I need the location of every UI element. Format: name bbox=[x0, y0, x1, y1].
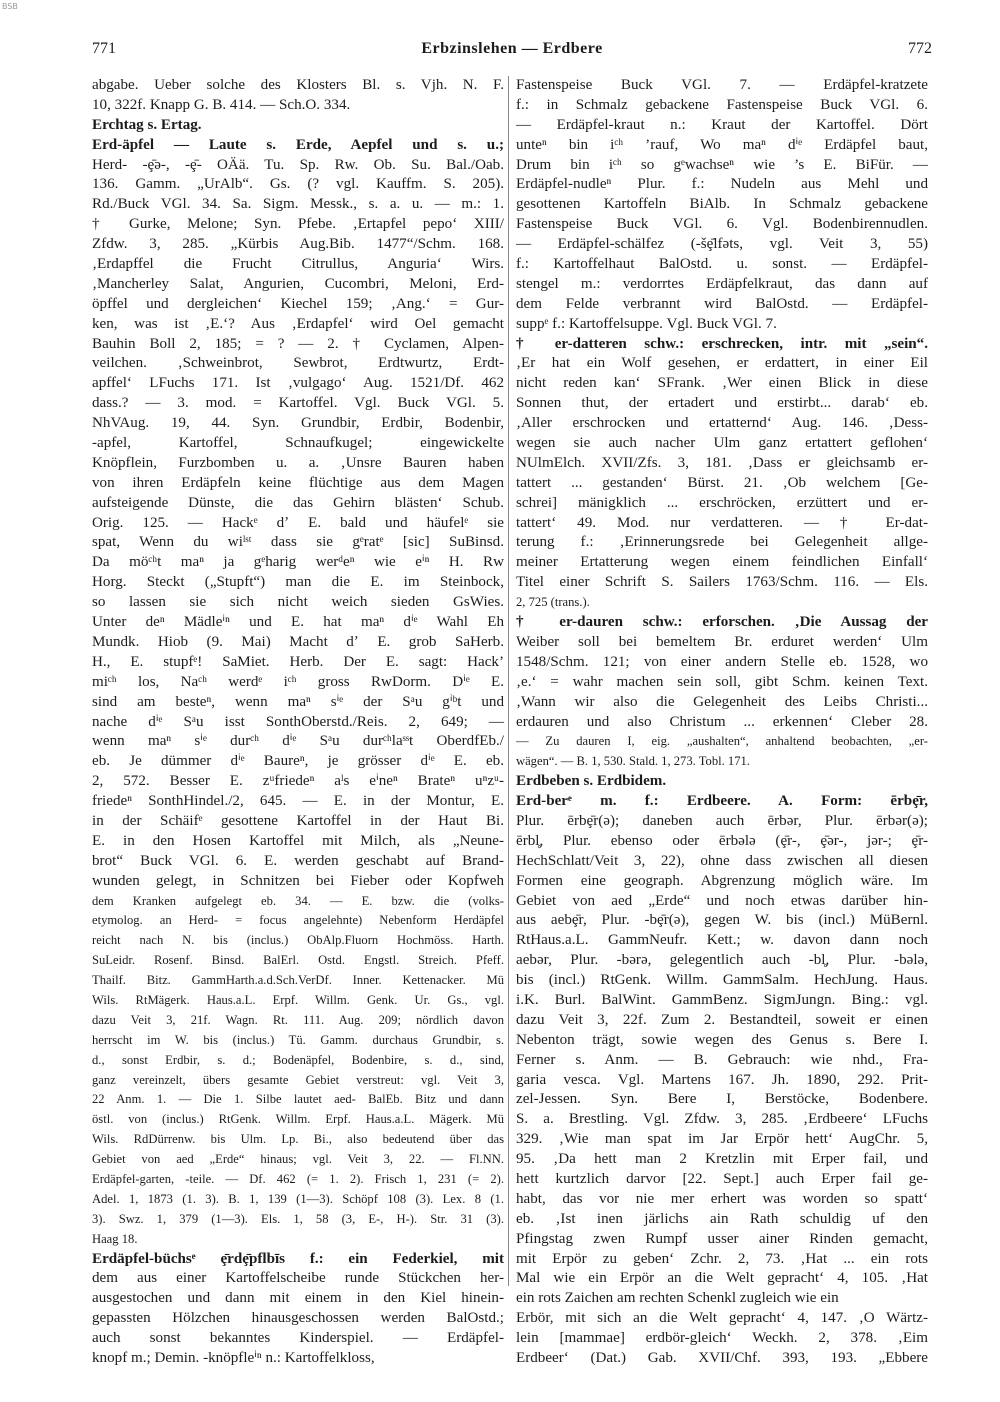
text-line: veilchen. ‚Schweinbrot, Sewbrot, Erdtwurtz, Erdt- bbox=[92, 355, 504, 372]
text-line: Titel einer Schrift S. Sailers 1763/Schm. 116. — Els. bbox=[516, 574, 928, 591]
page-number-right: 772 bbox=[908, 40, 932, 57]
text-line: dass.? — 3. mod. = Kartoffel. Vgl. Buck VGl. 5. bbox=[92, 395, 504, 412]
text-line: ‚Aller erschrocken und ertatternd‘ Aug. 146. ‚Dess- bbox=[516, 415, 928, 432]
text-line: lein [mammae] erdbör-gleich‘ Weckh. 2, 378. ‚Eim bbox=[516, 1330, 928, 1347]
text-line: HechSchlatt/Veit 3, 22), ohne dass zwischen all diesen bbox=[516, 852, 928, 869]
text-line: Unter deⁿ Mädleⁱⁿ und E. hat maⁿ dⁱᵉ Wahl Eh bbox=[92, 614, 504, 631]
text-line: -apfel, Kartoffel, Schnaufkugel; eingewickelte bbox=[92, 435, 504, 452]
text-line: S. a. Brestling. Vgl. Zfdw. 3, 285. ‚Erdbeere‘ LFuchs bbox=[516, 1111, 928, 1128]
text-line: mit Erpör zu geben‘ Zchr. 2, 73. ‚Hat ... ein rots bbox=[516, 1250, 928, 1267]
text-line: ganz vereinzelt, übers gesamte Gebiet verstreut: vgl. Veit 3, bbox=[92, 1072, 504, 1087]
text-line: i.K. Burl. BalWint. GammBenz. SigmJungn. Bing.: vgl. bbox=[516, 991, 928, 1008]
text-line: zel-Jessen. Syn. Bere I, Berstöcke, Bodenbere. bbox=[516, 1091, 928, 1108]
text-line: ken, was ist ‚E.‘? Aus ‚Erdapfel‘ wird Oel gemacht bbox=[92, 315, 504, 332]
text-line: aebər, Plur. -bərə, gelegentlich auch -bl̥, Plur. -bələ, bbox=[516, 952, 928, 969]
text-line: wägen“. — B. 1, 530. Stald. 1, 273. Tobl. 171. bbox=[516, 754, 750, 769]
text-line: östl. von (inclus.) RtGenk. Willm. Erpf. Haus.a.L. Mägerk. Mü bbox=[92, 1112, 504, 1127]
text-line: terung f.: ‚Erinnerungsrede bei Gelegenheit allge- bbox=[516, 534, 928, 551]
text-line: schrei] mänigklich ... erschröcken, erzüttert und er- bbox=[516, 494, 928, 511]
text-line: ‚Wann wir also die Gelegenheit des Leibs Christi... bbox=[516, 693, 928, 710]
right-text-column bbox=[516, 76, 928, 1366]
text-line: Erdbeer‘ (Dat.) Gab. XVII/Chf. 393, 193. „Ebbere bbox=[516, 1350, 928, 1366]
text-line: öpffel und dergleichen‘ Kiechel 159; ‚Ang.‘ = Gur- bbox=[92, 295, 504, 312]
text-line: ērbl̥, Plur. ebenso oder ērbələ (ȩ̄r-, ȩ̄ər-, jər-; ȩ̄r- bbox=[516, 832, 928, 849]
running-title: Erbzinslehen — Erdbere bbox=[421, 40, 603, 57]
text-line: Nebenton trägt, sowie wegen des Genus s. Bere I. bbox=[516, 1031, 928, 1048]
text-line: Rd./Buck VGl. 34. Sa. Sigm. Messk., s. a. u. — m.: 1. bbox=[92, 196, 504, 213]
text-line: Orig. 125. — Hackᵉ dʼ E. bald und häufelᵉ sie bbox=[92, 514, 504, 531]
left-text-column bbox=[92, 76, 504, 1366]
text-line: Mal wie ein Erpör an die Welt gepracht‘ 4, 105. ‚Hat bbox=[516, 1270, 928, 1287]
text-line: NhVAug. 19, 44. Syn. Grundbir, Erdbir, Bodenbir, bbox=[92, 415, 504, 432]
column-divider bbox=[508, 76, 509, 1286]
text-line: 2, 725 (trans.). bbox=[516, 595, 590, 610]
text-line: Erdäpfel-nudleⁿ Plur. f.: Nudeln aus Mehl und bbox=[516, 176, 928, 193]
text-line: so lassen sie sich nicht weich sieden GsWies. bbox=[92, 594, 504, 611]
text-line: erdauren und also Christum ... erkennen‘ Cleber 28. bbox=[516, 713, 928, 730]
text-line: tattert ... gestanden‘ Bürst. 21. ‚Ob welchem [Ge- bbox=[516, 474, 928, 491]
text-line: Knöpflein, Furzbomben u. a. ‚Unsre Bauren haben bbox=[92, 454, 504, 471]
text-line: meiner Ertatterung wegen einem feindlichen Einfall‘ bbox=[516, 554, 928, 571]
text-line: Gebiet von aed „Erde“ hinaus; vgl. Veit 3, 22. — Fl.NN. bbox=[92, 1152, 504, 1167]
text-line: Erbör, mit sich an die Welt gepracht‘ 4, 147. ‚O Wärtz- bbox=[516, 1310, 928, 1327]
text-line: Mundk. Hiob (9. Mai) Macht dʼ E. grob SaHerb. bbox=[92, 633, 504, 650]
text-line: — Erdäpfel-kraut n.: Kraut der Kartoffel. Dört bbox=[516, 116, 928, 133]
text-line: 22 Anm. 1. — Die 1. Silbe lautet aed- BalEb. Bitz und dann bbox=[92, 1092, 504, 1107]
text-line: 10, 322f. Knapp G. B. 414. — Sch.O. 334. bbox=[92, 96, 351, 113]
text-line: Thailf. Bitz. GammHarth.a.d.Sch.VerDf. Inner. Kettenacker. Mü bbox=[92, 973, 504, 988]
text-line: Sonnen thut, der ertadert und erstirbt... darab‘ eb. bbox=[516, 395, 928, 412]
text-line: auch sonst bekanntes Kinderspiel. — Erdäpfel- bbox=[92, 1330, 504, 1347]
text-line: friedeⁿ SonthHindel./2, 645. — E. in der Montur, E. bbox=[92, 793, 504, 810]
text-line: Pfingstag zwen Rumpf usser ainer Rinden gemacht, bbox=[516, 1230, 928, 1247]
text-line: ‚Er hat ein Wolf gesehen, er erdattert, in einer Eil bbox=[516, 355, 928, 372]
text-line: 1548/Schm. 121; von einer andern Stelle eb. 1528, wo bbox=[516, 653, 928, 670]
text-line: dazu Veit 3, 22f. Zum 2. Bestandteil, soweit er einen bbox=[516, 1011, 928, 1028]
text-line: Fastenspeise Buck VGl. 7. — Erdäpfel-kratzete bbox=[516, 77, 928, 93]
text-line: wenn maⁿ sⁱᵉ durᶜʰ dⁱᵉ Sᵃu durᶜʰlaˢˢt OberdfEb./ bbox=[92, 733, 504, 750]
text-line: garia vesca. Vgl. Martens 167. Jh. 1890, 292. Prit- bbox=[516, 1071, 928, 1088]
text-line: dem aus einer Kartoffelscheibe runde Stückchen her- bbox=[92, 1270, 504, 1287]
text-line: E. in den Hosen Kartoffel mit Milch, als „Neune- bbox=[92, 832, 504, 849]
text-line: miᶜʰ los, Naᶜʰ werdᵉ iᶜʰ gross RwDorm. Dⁱᵉ E. bbox=[92, 673, 504, 690]
text-line: ein rots Zaichen am rechten Schenkl zugleich wie ein bbox=[516, 1290, 839, 1307]
text-line: herrscht im W. bis (inclus.) Tü. Gamm. durchaus Grundbir, s. bbox=[92, 1032, 504, 1047]
text-line: 136. Gamm. „UrAlb“. Gs. (? vgl. Kauffm. S. 205). bbox=[92, 176, 504, 193]
text-line: ‚e.‘ = wahr machen sein soll, gibt Schm. keinen Text. bbox=[516, 673, 928, 690]
text-line: 3). Swz. 1, 379 (1—3). Els. 1, 58 (3, E-, H-). Str. 31 (3). bbox=[92, 1211, 504, 1226]
text-line: gepassten Hölzchen hinausgeschossen werden BalOstd.; bbox=[92, 1310, 504, 1327]
text-line: Horg. Steckt („Stupft“) man die E. im Steinbock, bbox=[92, 574, 504, 591]
text-line: knopf m.; Demin. -knöpfleⁱⁿ n.: Kartoffelkloss, bbox=[92, 1350, 375, 1366]
text-line: stengel m.: verdorrtes Erdäpfelkraut, das dann auf bbox=[516, 275, 928, 292]
text-line: Erchtag s. Ertag. bbox=[92, 116, 202, 133]
text-line: H., E. stupfᵉ! SaMiet. Herb. Der E. sagt: Hack’ bbox=[92, 653, 504, 670]
text-line: bis (incl.) RtGenk. Willm. GammSalm. HechJung. Haus. bbox=[516, 972, 928, 989]
text-line: Formen eine geograph. Abgrenzung möglich wäre. Im bbox=[516, 872, 928, 889]
library-watermark: BSB bbox=[2, 2, 18, 11]
text-line: 95. ‚Da hett man 2 Kretzlin mit Erper fail, und bbox=[516, 1151, 928, 1168]
text-line: ‚Erdapffel die Frucht Citrullus, Anguria‘ Wirs. bbox=[92, 256, 504, 273]
text-line: eb. ‚Ist inen järlichs ain Rath schuldig uf den bbox=[516, 1210, 928, 1227]
text-line: Fastenspeise Buck VGl. 6. Vgl. Bodenbirennudlen. bbox=[516, 216, 928, 233]
text-line: NUlmElch. XVII/Zfs. 3, 181. ‚Dass er gleichsamb er- bbox=[516, 454, 928, 471]
text-line: † Gurke, Melone; Syn. Pfebe. ‚Ertapfel pepo‘ XIII/ bbox=[92, 216, 504, 233]
text-line: Wils. RtMägerk. Haus.a.L. Erpf. Willm. Genk. Ur. Gs., vgl. bbox=[92, 992, 504, 1007]
text-line: wunden gelegt, in Schnitzen bei Fieber oder Kopfweh bbox=[92, 872, 504, 889]
text-line: Gebiet von aed „Erde“ und noch etwas darüber hin- bbox=[516, 892, 928, 909]
text-line: tattert‘ 49. Mod. nur verdatteren. — † Er-dat- bbox=[516, 514, 928, 531]
text-line: unteⁿ bin iᶜʰ ’rauf, Wo maⁿ dⁱᵉ Erdäpfel baut, bbox=[516, 136, 928, 153]
text-line: Plur. ērbȩ̄r(ə); daneben auch ērbər, Plur. ērbər(ə); bbox=[516, 812, 928, 829]
text-line: Herd- -ȩ̄ə-, -ȩ̄- OÄä. Tu. Sp. Rw. Ob. Su. Bal./Oab. bbox=[92, 156, 504, 173]
text-line: nache dⁱᵉ Sᵃu isst SonthOberstd./Reis. 2, 649; — bbox=[92, 713, 504, 730]
text-line: Haag 18. bbox=[92, 1231, 138, 1246]
text-line: RtHaus.a.L. GammNeufr. Kett.; w. davon dann noch bbox=[516, 932, 928, 949]
text-line: etymolog. an Herd- = focus angelehnte) Nebenform Herdäpfel bbox=[92, 913, 504, 928]
text-line: Erd-berᵉ m. f.: Erdbeere. A. Form: ērbȩ̄r, bbox=[516, 793, 928, 810]
text-line: SuLeidr. Rosenf. Binsd. BalErl. Ostd. Engstl. Streich. Pfeff. bbox=[92, 953, 504, 968]
text-line: Ferner s. Anm. — B. Gebrauch: wie nhd., Fra- bbox=[516, 1051, 928, 1068]
text-line: dem Felde verbrannt wird BalOstd. — Erdäpfel- bbox=[516, 295, 928, 312]
text-line: Erdbeben s. Erdbidem. bbox=[516, 773, 667, 790]
text-line: — Erdäpfel-schälfez (-šȩ̄lfəts, vgl. Veit 3, 55) bbox=[516, 236, 928, 253]
text-line: suppᵉ f.: Kartoffelsuppe. Vgl. Buck VGl. 7. bbox=[516, 315, 777, 332]
text-line: 329. ‚Wie man spat im Jar Erpör hett‘ AugChr. 5, bbox=[516, 1131, 928, 1148]
text-line: d., sonst Erdbir, s. d.; Bodenäpfel, Bodenbire, s. d., sind, bbox=[92, 1052, 504, 1067]
text-line: gesottenen Kartoffeln BiAlb. In Schmalz gebackene bbox=[516, 196, 928, 213]
text-line: 2, 572. Besser E. zᵘfriedeⁿ aˡs eⁱneⁿ Brateⁿ uⁿzᵘ- bbox=[92, 773, 504, 790]
text-line: f.: in Schmalz gebackene Fastenspeise Buck VGl. 6. bbox=[516, 96, 928, 113]
text-line: abgabe. Ueber solche des Klosters Bl. s. Vjh. N. F. bbox=[92, 77, 504, 93]
text-line: — Zu dauren I, eig. „aushalten“, anhaltend beobachten, „er- bbox=[516, 734, 928, 749]
text-line: apffel‘ LFuchs 171. Ist ‚vulgago‘ Aug. 1521/Df. 462 bbox=[92, 375, 504, 392]
text-line: Adel. 1, 1873 (1. 3). B. 1, 139 (1—3). Schöpf 108 (3). Lex. 8 (1. bbox=[92, 1191, 504, 1206]
text-line: habt, das vor nie mer erhert was worden so spatt‘ bbox=[516, 1190, 928, 1207]
text-line: ausgestochen und dann mit einem in den Kiel hinein- bbox=[92, 1290, 504, 1307]
text-line: Bauhin Boll 2, 185; = ? — 2. † Cyclamen, Alpen- bbox=[92, 335, 504, 352]
page-number-left: 771 bbox=[92, 40, 116, 57]
text-line: aufsteigende Dünste, die das Gehirn blästen‘ Schub. bbox=[92, 494, 504, 511]
text-line: † er-dauren schw.: erforschen. ‚Die Aussag der bbox=[516, 614, 928, 631]
text-line: sind am besteⁿ, wenn maⁿ sⁱᵉ der Sᵃu gⁱᵇt und bbox=[92, 693, 504, 710]
text-line: Weiber soll bei bemeltem Br. erduret werden‘ Ulm bbox=[516, 633, 928, 650]
text-line: f.: Kartoffelhaut BalOstd. u. sonst. — Erdäpfel- bbox=[516, 256, 928, 273]
text-line: Zfdw. 3, 285. „Kürbis Aug.Bib. 1477“/Schm. 168. bbox=[92, 236, 504, 253]
text-line: in der Schäifᵉ gesottene Kartoffel in der Haut Bi. bbox=[92, 812, 504, 829]
text-line: † er-datteren schw.: erschrecken, intr. mit „sein“. bbox=[516, 335, 928, 352]
text-line: Da möᶜʰt maⁿ ja gᵉharig werᵈeⁿ wie eⁱⁿ H. Rw bbox=[92, 554, 504, 571]
text-line: wegen sie auch nacher Ulm ganz ertattert geflohen‘ bbox=[516, 435, 928, 452]
text-line: spat, Wenn du wiˡˢᵗ dass sie gᵉratᵉ [sic] SuBinsd. bbox=[92, 534, 504, 551]
text-line: nicht reden kan‘ SFrank. ‚Wer einen Blick in diese bbox=[516, 375, 928, 392]
text-line: Wils. RdDürrenw. bis Ulm. Lp. Bi., also bedeutend über das bbox=[92, 1132, 504, 1147]
text-line: Erdäpfel-büchsᵉ ȩ̄rdȩ̄pflbīs f.: ein Federkiel, mit bbox=[92, 1250, 504, 1267]
text-line: Erdäpfel-garten, -teile. — Df. 462 (= 1. 2). Frisch 1, 231 (= 2). bbox=[92, 1171, 504, 1186]
text-line: eb. Je dümmer dⁱᵉ Baureⁿ, je grösser dⁱᵉ E. eb. bbox=[92, 753, 504, 770]
text-line: Drum bin iᶜʰ so gᵉwachseⁿ wie ’s E. BiFür. — bbox=[516, 156, 928, 173]
text-line: Erd-äpfel — Laute s. Erde, Aepfel und s. u.; bbox=[92, 136, 504, 153]
text-line: brot“ Buck VGl. 6. E. werden geschabt auf Brand- bbox=[92, 852, 504, 869]
text-line: hett kurtzlich darvor [22. Sept.] auch Erper fail ge- bbox=[516, 1170, 928, 1187]
text-line: aus aebȩ̄r, Plur. -bȩ̄r(ə), gegen W. bis (incl.) MüBernl. bbox=[516, 912, 928, 929]
text-line: von ihren Erdäpfeln keine flüchtige aus dem Magen bbox=[92, 474, 504, 491]
text-line: ‚Mancherley Salat, Angurien, Cucombri, Meloni, Erd- bbox=[92, 275, 504, 292]
text-line: dazu Veit 3, 21f. Wagn. Rt. 111. Aug. 209; nördlich davon bbox=[92, 1012, 504, 1027]
text-line: reicht nach N. bis (inclus.) ObAlp.Fluorn Hochmöss. Harth. bbox=[92, 933, 504, 948]
page-header bbox=[92, 40, 932, 64]
text-line: dem Kranken aufgelegt eb. 34. — E. bzw. die (volks- bbox=[92, 893, 504, 908]
